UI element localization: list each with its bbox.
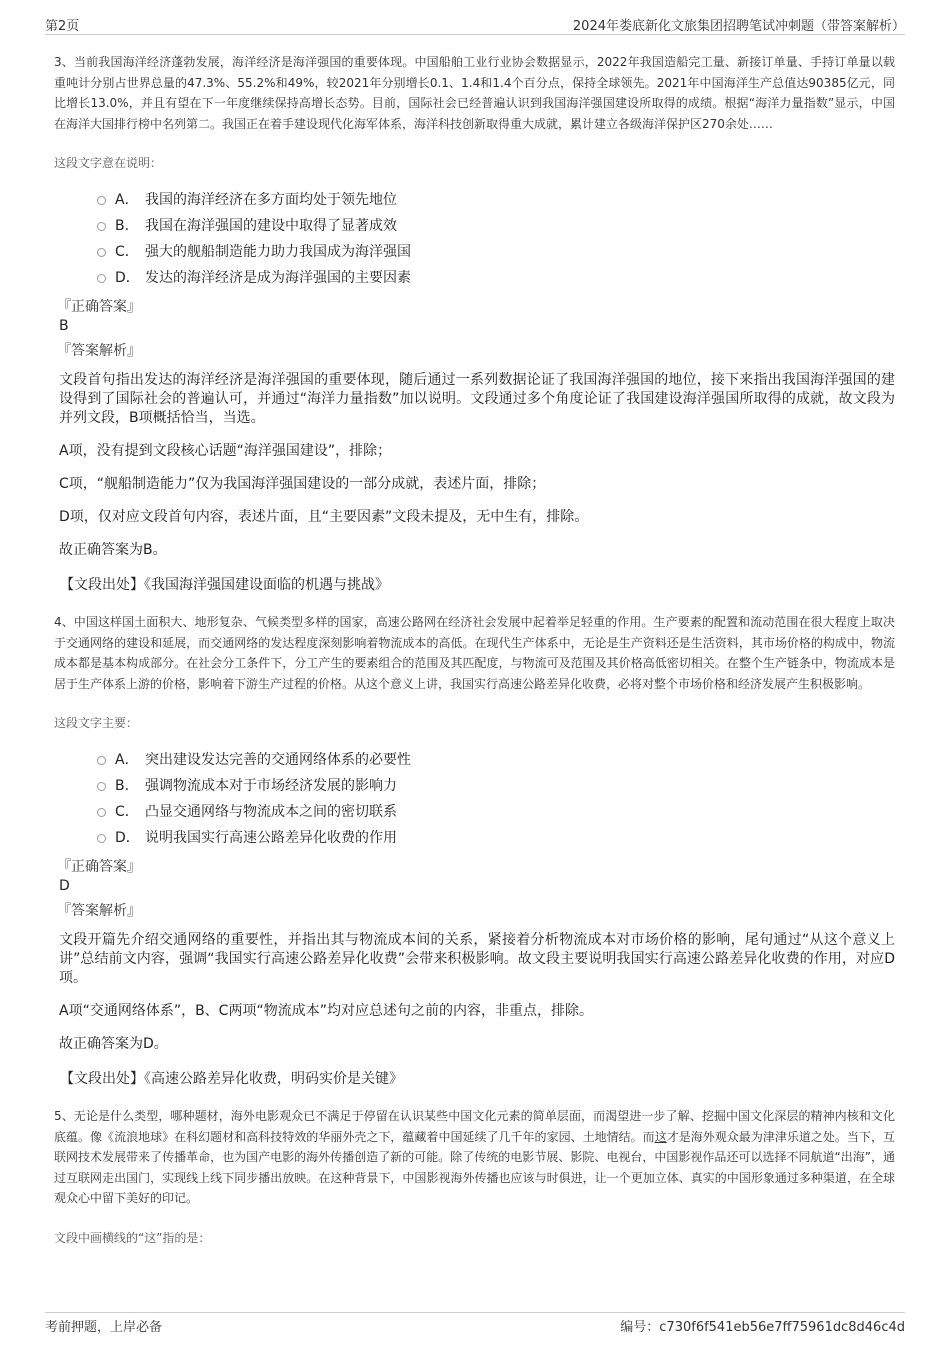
question-text: 4、中国这样国土面积大、地形复杂、气候类型多样的国家，高速公路网在经济社会发展中起着举足轻重的作用。生产要素的配置和流动范围在很大程度上取决于交通网络的建设和延展，而交通网络的发达程度深刻影响着物流成本的高低。在现代生产体系中，无论是生产资料还是生活资料，其市场价格的构成中，物流成本都是基本构成部分。在社会分工条件下，分工产生的要素组合的范围及其匹配度，与物流可及范围及其价格高低密切相关。在整个生产链条中，物流成本是居于生产体系上游的价格，影响着下游生产过程的价格。从这个意义上讲，我国实行高速公路差异化收费，必将对整个市场价格和经济发展产生积极影响。 xyxy=(54,615,895,691)
option-letter: A． xyxy=(115,752,139,768)
analysis-paragraph: A项“交通网络体系”，B、C两项“物流成本”均对应总述句之前的内容，非重点，排除。 xyxy=(59,1003,593,1019)
option-text: 强调物流成本对于市场经济发展的影响力 xyxy=(145,778,397,794)
question-text: 3、当前我国海洋经济蓬勃发展，海洋经济是海洋强国的重要体现。中国船舶工业行业协会数据显示，2022年我国造船完工量、新接订单量、手持订单量以载重吨计分别占世界总量的47.3%、55.2%和49%，较2021年分别增长0.1、1.4和1.4个百分点，保持全球领先。2021年中国海洋生产总值达90385亿元，同比增长13.0%，并且有望在下一年度继续保持高增长态势。目前，国际社会已经普遍认识到我国海洋强国建设所取得的成绩。根据“海洋力量指数”显示，中国在海洋大国排行榜中名列第二。我国正在着手建设现代化海军体系，海洋科技创新取得重大成就，累计建立各级海洋保护区270余处…… xyxy=(54,55,895,131)
radio-icon[interactable] xyxy=(97,756,106,765)
option-text: 发达的海洋经济是成为海洋强国的主要因素 xyxy=(145,270,411,286)
option-a[interactable] xyxy=(57,187,895,213)
option-b[interactable] xyxy=(57,773,895,799)
option-text: 我国的海洋经济在多方面均处于领先地位 xyxy=(145,192,397,208)
option-letter: B． xyxy=(115,778,139,794)
option-text: 我国在海洋强国的建设中取得了显著成效 xyxy=(145,218,397,234)
analysis-label: 『答案解析』 xyxy=(57,903,141,919)
option-letter: B． xyxy=(115,218,139,234)
question-5 xyxy=(54,1106,895,1246)
option-text: 凸显交通网络与物流成本之间的密切联系 xyxy=(145,804,397,820)
page-footer xyxy=(45,1312,905,1335)
question-prompt: 这段文字主要： xyxy=(54,716,139,730)
option-d[interactable] xyxy=(57,265,895,291)
document-title: 2024年娄底新化文旅集团招聘笔试冲刺题（带答案解析） xyxy=(572,19,905,34)
analysis-paragraph: D项，仅对应文段首句内容，表述片面，且“主要因素”文段未提及，无中生有，排除。 xyxy=(59,509,589,525)
page-number: 第2页 xyxy=(45,19,80,34)
document-body xyxy=(54,52,895,1262)
radio-icon[interactable] xyxy=(97,782,106,791)
question-4 xyxy=(54,612,895,1088)
option-text: 突出建设发达完善的交通网络体系的必要性 xyxy=(145,752,411,768)
question-text xyxy=(54,1106,895,1209)
analysis-label: 『答案解析』 xyxy=(57,343,141,359)
option-b[interactable] xyxy=(57,213,895,239)
radio-icon[interactable] xyxy=(97,222,106,231)
analysis-text xyxy=(59,931,895,1054)
underlined-word: 这 xyxy=(654,1129,667,1144)
answer-label: 『正确答案』 xyxy=(57,299,141,315)
radio-icon[interactable] xyxy=(97,834,106,843)
question-text-part: 5、无论是什么类型，哪种题材，海外电影观众已不满足于停留在认识某些中国文化元素的简单层面，而渴望进一步了解、挖掘中国文化深层的精神内核和文化底蕴。像《流浪地球》在科幻题材和高科技特效的华丽外壳之下，蕴藏着中国延续了几千年的家园、土地情结。而 xyxy=(54,1109,895,1144)
analysis-paragraph: A项，没有提到文段核心话题“海洋强国建设”，排除； xyxy=(59,443,392,459)
radio-icon[interactable] xyxy=(97,274,106,283)
option-text: 强大的舰船制造能力助力我国成为海洋强国 xyxy=(145,244,411,260)
option-letter: A． xyxy=(115,192,139,208)
passage-source: 【文段出处】《高速公路差异化收费，明码实价是关键》 xyxy=(60,1071,403,1087)
option-c[interactable] xyxy=(57,239,895,265)
radio-icon[interactable] xyxy=(97,248,106,257)
option-d[interactable] xyxy=(57,825,895,851)
radio-icon[interactable] xyxy=(97,808,106,817)
analysis-paragraph: 故正确答案为B。 xyxy=(59,542,167,558)
passage-source: 【文段出处】《我国海洋强国建设面临的机遇与挑战》 xyxy=(60,577,389,593)
analysis-text xyxy=(59,371,895,560)
analysis-paragraph: 文段开篇先介绍交通网络的重要性，并指出其与物流成本间的关系，紧接着分析物流成本对市场价格的影响，尾句通过“从这个意义上讲”总结前文内容，强调“我国实行高速公路差异化收费”会带来积极影响。故文段主要说明我国实行高速公路差异化收费的作用，对应D项。 xyxy=(59,932,895,986)
correct-answer: B xyxy=(59,318,69,334)
radio-icon[interactable] xyxy=(97,196,106,205)
document-code: 编号：c730f6f541eb56e7ff75961dc8d46c4d xyxy=(620,1320,905,1335)
question-prompt: 文段中画横线的“这”指的是： xyxy=(54,1230,211,1245)
option-letter: D． xyxy=(115,270,140,286)
footer-slogan: 考前押题，上岸必备 xyxy=(45,1320,163,1335)
question-3 xyxy=(54,52,895,594)
option-letter: D． xyxy=(115,830,140,846)
option-a[interactable] xyxy=(57,747,895,773)
analysis-paragraph: C项，“舰船制造能力”仅为我国海洋强国建设的一部分成就，表述片面，排除； xyxy=(59,476,546,492)
option-text: 说明我国实行高速公路差异化收费的作用 xyxy=(145,830,397,846)
question-prompt: 这段文字意在说明： xyxy=(54,156,163,170)
option-letter: C． xyxy=(115,244,139,260)
question-text-part: 才是海外观众最为津津乐道之处。当下，互联网技术发展带来了传播革命，也为国产电影的海外传播创造了新的可能。除了传统的电影节展、影院、电视台，中国影视作品还可以选择不同航道“出海”，通过互联网走出国门，实现线上线下同步播出放映。在这种背景下，中国影视海外传播也应该与时俱进，让一个更加立体、真实的中国形象通过多种渠道，在全球观众心中留下美好的印记。 xyxy=(54,1129,895,1205)
page-header xyxy=(45,14,905,35)
analysis-paragraph: 文段首句指出发达的海洋经济是海洋强国的重要体现，随后通过一系列数据论证了我国海洋强国的地位，接下来指出我国海洋强国的建设得到了国际社会的普遍认可，并通过“海洋力量指数”加以说明。文段通过多个角度论证了我国建设海洋强国所取得的成就，故文段为并列文段，B项概括恰当，当选。 xyxy=(59,372,895,426)
correct-answer: D xyxy=(59,878,70,894)
answer-label: 『正确答案』 xyxy=(57,859,141,875)
option-c[interactable] xyxy=(57,799,895,825)
option-letter: C． xyxy=(115,804,139,820)
analysis-paragraph: 故正确答案为D。 xyxy=(59,1036,168,1052)
